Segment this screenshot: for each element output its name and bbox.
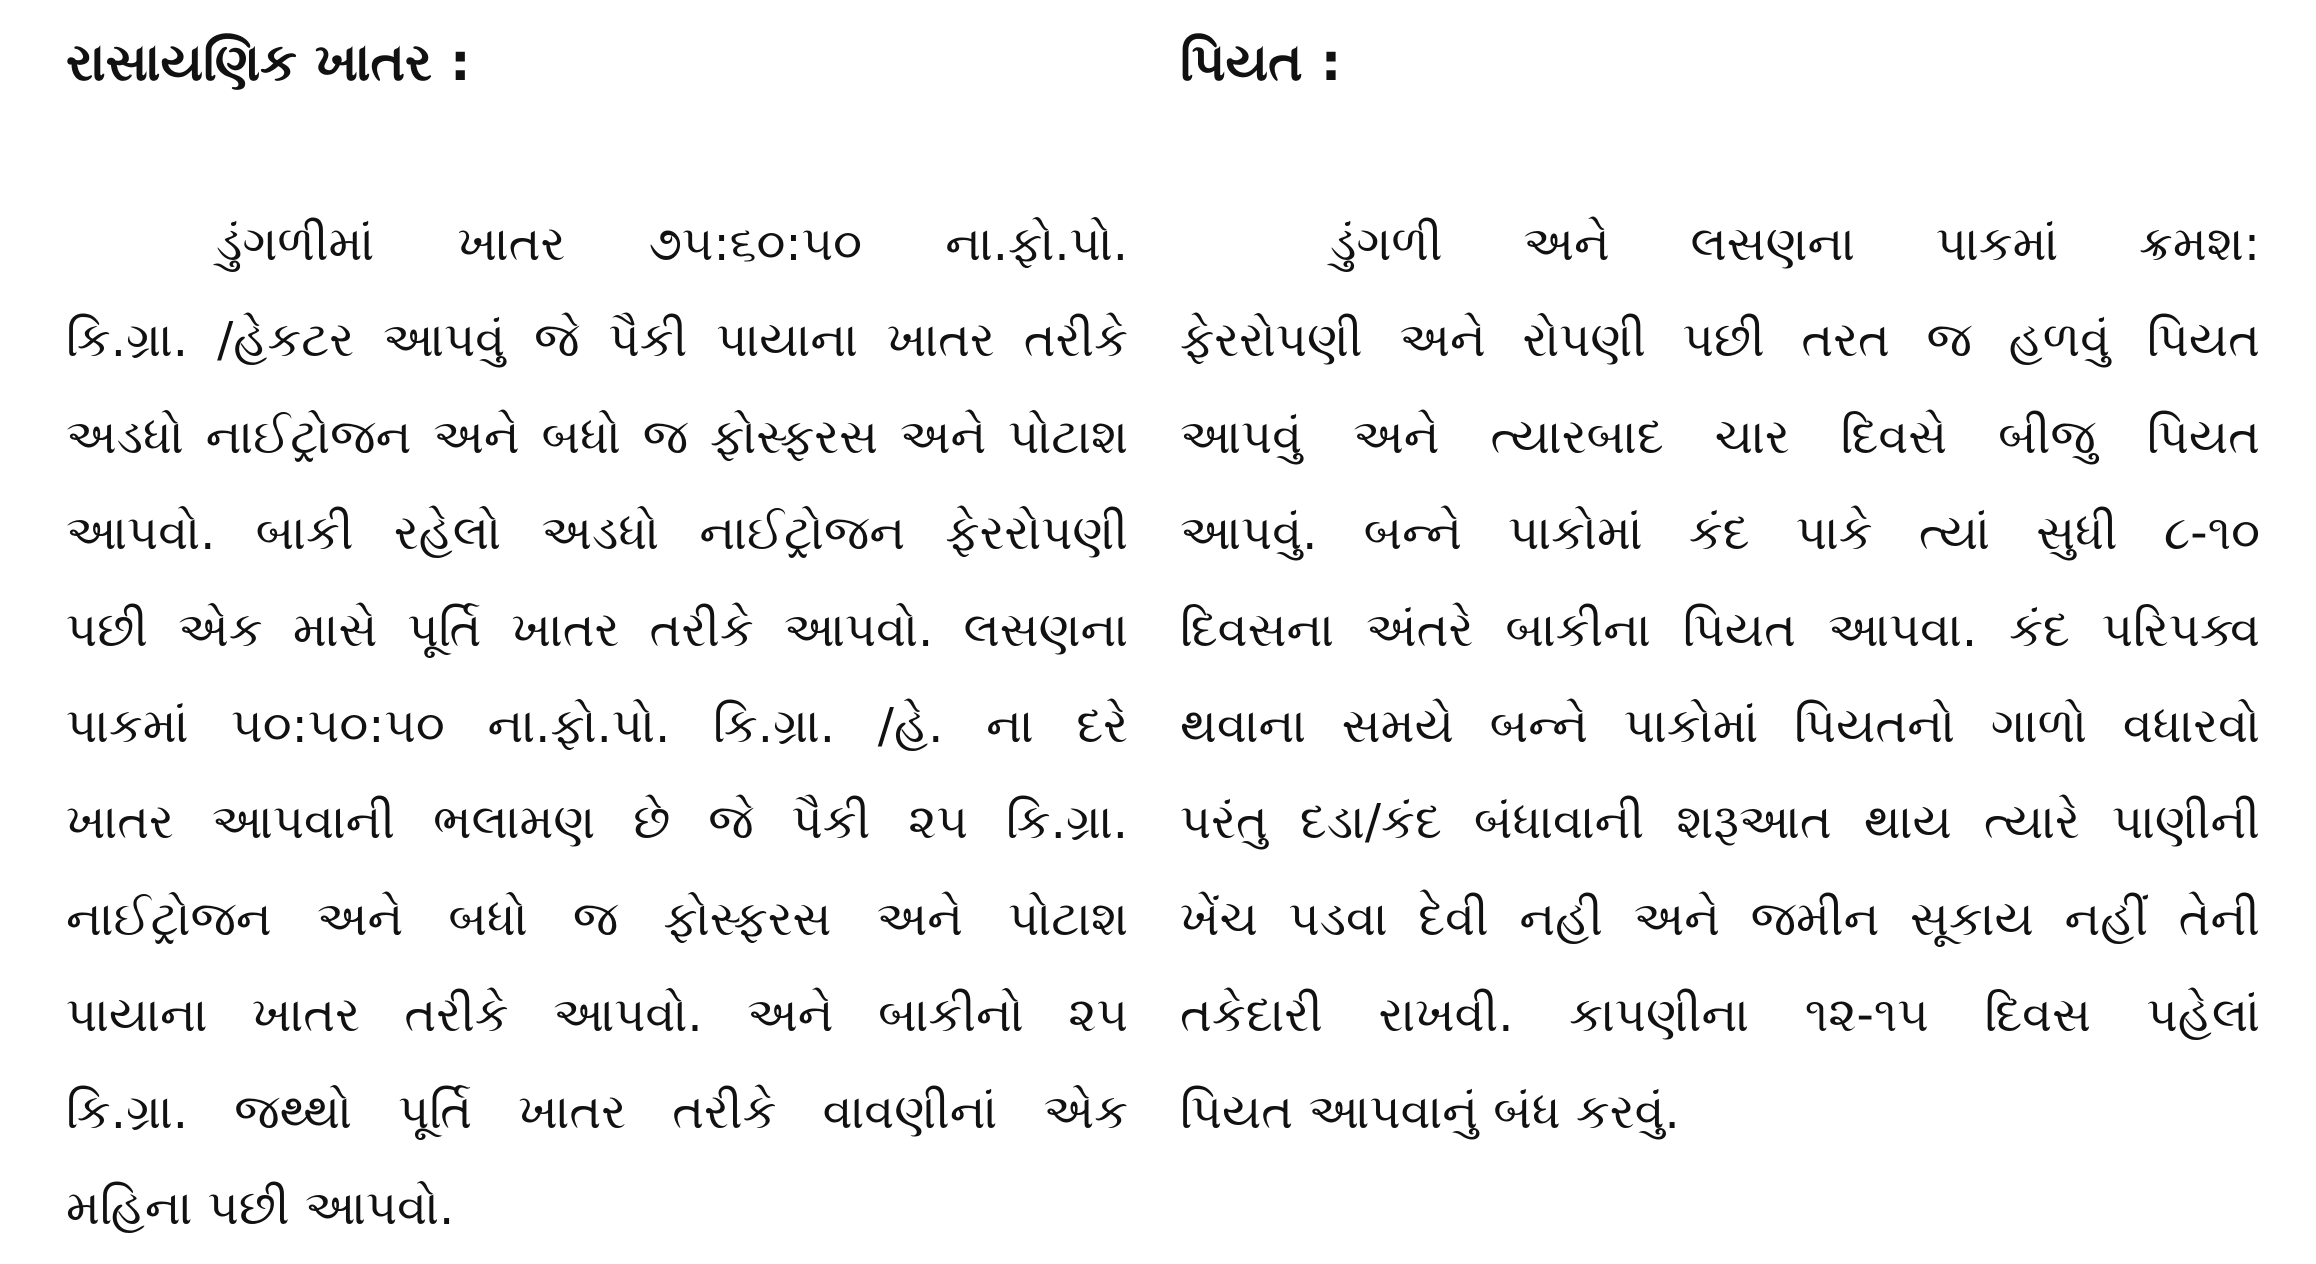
text-line: પરંતુ દડા/કંદ બંધાવાની શરૂઆત થાય ત્યારે પાણીની [1180, 794, 2260, 851]
text-line: થવાના સમયે બન્ને પાકોમાં પિયતનો ગાળો વધારવો [1180, 698, 2260, 755]
irrigation-section [1180, 30, 2260, 1160]
text-line: આપવો. બાકી રહેલો અડધો નાઈટ્રોજન ફેરરોપણી [66, 505, 1128, 562]
text-line: ડુંગળી અને લસણના પાકમાં ક્રમશ: [1330, 216, 2260, 272]
text-line: ખેંચ પડવા દેવી નહી અને જમીન સૂકાય નહીં તેની [1180, 890, 2260, 947]
irrigation-heading: પિયત : [1180, 33, 1342, 93]
text-line: ખાતર આપવાની ભલામણ છે જે પૈકી ૨૫ કિ.ગ્રા. [66, 794, 1128, 851]
text-line: નાઈટ્રોજન અને બધો જ ફોસ્ફરસ અને પોટાશ [66, 890, 1128, 947]
text-line: ફેરરોપણી અને રોપણી પછી તરત જ હળવું પિયત [1180, 312, 2260, 369]
text-line: તકેદારી રાખવી. કાપણીના ૧૨-૧૫ દિવસ પહેલાં [1180, 987, 2260, 1044]
text-line: કિ.ગ્રા. જથ્થો પૂર્તિ ખાતર તરીકે વાવણીનાં એક [66, 1083, 1128, 1140]
chemical-fertilizer-heading: રાસાયણિક ખાતર : [66, 33, 471, 93]
text-line: અડધો નાઈટ્રોજન અને બધો જ ફોસ્ફરસ અને પોટાશ [66, 408, 1128, 465]
text-line: પિયત આપવાનું બંધ કરવું. [1180, 1083, 1680, 1140]
text-line: દિવસના અંતરે બાકીના પિયત આપવા. કંદ પરિપક્વ [1180, 601, 2260, 658]
irrigation-body [1180, 196, 2260, 1160]
chemical-fertilizer-body [66, 196, 1128, 1256]
text-line: આપવું અને ત્યારબાદ ચાર દિવસે બીજુ પિયત [1180, 408, 2260, 465]
text-line: પાકમાં ૫૦:૫૦:૫૦ ના.ફો.પો. કિ.ગ્રા. /હે. ના દરે [66, 698, 1128, 755]
text-line: ડુંગળીમાં ખાતર ૭૫:૬૦:૫૦ ના.ફો.પો. [216, 216, 1128, 272]
text-line: આપવું. બન્ને પાકોમાં કંદ પાકે ત્યાં સુધી ૮-૧૦ [1180, 505, 2260, 562]
text-line: કિ.ગ્રા. /હેકટર આપવું જે પૈકી પાયાના ખાતર તરીકે [66, 312, 1128, 369]
chemical-fertilizer-section [66, 30, 1128, 1256]
text-line: મહિના પછી આપવો. [66, 1180, 455, 1237]
text-line: પછી એક માસે પૂર્તિ ખાતર તરીકે આપવો. લસણના [66, 601, 1128, 658]
text-line: પાયાના ખાતર તરીકે આપવો. અને બાકીનો ૨૫ [66, 987, 1128, 1044]
